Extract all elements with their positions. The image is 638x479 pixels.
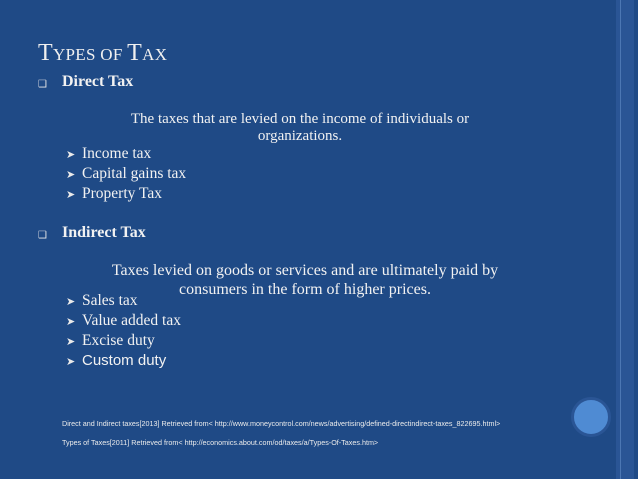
item-label: Value added tax [82, 312, 181, 329]
title-cap-2: T [127, 40, 143, 66]
list-item [66, 292, 138, 310]
list-item [66, 185, 162, 203]
list-item [66, 312, 181, 330]
title-rest-1: YPES OF [52, 45, 128, 64]
list-item [66, 165, 186, 183]
arrow-bullet-icon: ➤ [66, 316, 76, 328]
direct-tax-description [70, 111, 530, 145]
arrow-bullet-icon: ➤ [66, 189, 76, 201]
list-item [66, 145, 151, 163]
direct-desc-line2: organizations. [257, 128, 343, 144]
indirect-tax-heading: Indirect Tax [62, 224, 146, 241]
item-label: Sales tax [82, 292, 138, 309]
direct-tax-heading: Direct Tax [62, 73, 134, 90]
indirect-desc-line1: Taxes levied on goods or services and are ultimately paid by [111, 262, 499, 279]
title-cap-1: T [38, 40, 53, 66]
item-label: Capital gains tax [82, 165, 187, 182]
side-rail-line [620, 0, 621, 479]
reference-2: Types of Taxes[2011] Retrieved from< http://economics.about.com/od/taxes/a/Types-Of-Taxes.htm> [62, 438, 379, 447]
list-item [66, 352, 166, 370]
square-bullet-icon: ❑ [38, 230, 47, 241]
item-label: Excise duty [82, 332, 155, 349]
arrow-bullet-icon: ➤ [66, 356, 76, 368]
indirect-desc-line2: consumers in the form of higher prices. [179, 281, 431, 298]
arrow-bullet-icon: ➤ [66, 149, 76, 161]
title-rest-2: AX [142, 45, 168, 64]
decorative-circle [571, 397, 611, 437]
item-label: Income tax [82, 145, 152, 162]
direct-desc-line1: The taxes that are levied on the income of individuals or [130, 111, 470, 127]
item-label: Property Tax [82, 185, 162, 202]
list-item [66, 332, 155, 350]
item-label: Custom duty [82, 352, 167, 369]
slide-title [38, 40, 167, 67]
square-bullet-icon: ❑ [38, 79, 47, 90]
arrow-bullet-icon: ➤ [66, 169, 76, 181]
reference-1: Direct and Indirect taxes[2013] Retrieved from< http://www.moneycontrol.com/news/advertising/defined-directindirect-taxes_822695.html> [62, 419, 501, 428]
side-rail [616, 0, 634, 479]
arrow-bullet-icon: ➤ [66, 296, 76, 308]
indirect-tax-description [70, 261, 540, 299]
arrow-bullet-icon: ➤ [66, 336, 76, 348]
